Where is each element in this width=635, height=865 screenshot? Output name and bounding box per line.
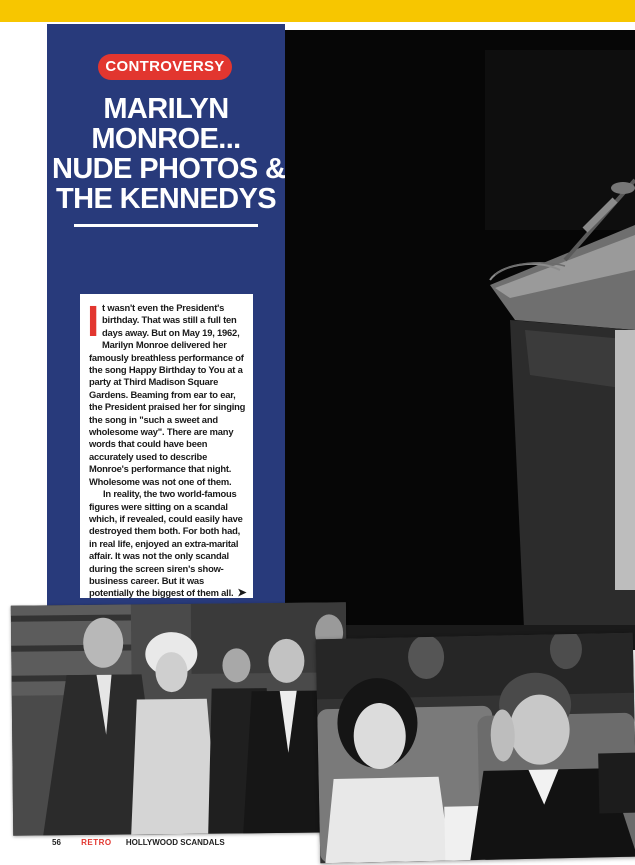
page-title — [52, 93, 286, 215]
article-paragraph-2-text: In reality, the two world-famous figures were sitting on a scandal which, if revealed, could easily have destroyed them both. For both had, in real life, enjoyed an extra-marital affair. It was not the only scandal during the screen siren's show-business career. But it was potentially the biggest of them all. — [89, 488, 243, 599]
podium-photo — [285, 30, 635, 650]
drop-cap: I — [87, 297, 100, 346]
headline-line-4: THE KENNEDYS — [56, 183, 276, 215]
section-label: HOLLYWOOD SCANDALS — [125, 838, 225, 847]
page-footer — [52, 836, 225, 850]
top-color-bar — [0, 0, 635, 22]
headline-line-3: NUDE PHOTOS & — [52, 153, 286, 185]
page-number: 56 — [52, 838, 61, 847]
section-badge: CONTROVERSY — [98, 54, 232, 80]
party-photo — [11, 602, 348, 835]
article-paragraph-1: t wasn't even the President's birthday. That was still a full ten days away. But on May 19, 1962, Marilyn Monroe delivered her famously breathless performance of the song Happy Birthday to You at a party at Third Madison Square Gardens. Beaming from ear to ear, the President praised her for singing the song in "such a sweet and wholesome way". There are many words that could have been accurately used to describe Monroe's performance that night. Wholesome was not one of them. — [89, 302, 246, 487]
continue-arrow-icon: ➤ — [237, 587, 247, 600]
headline-line-1: MARILYN — [103, 93, 229, 125]
kennedys-photo — [316, 633, 635, 864]
headline-underline — [74, 224, 258, 227]
headline-line-2: MONROE... — [91, 123, 241, 155]
article-body — [80, 294, 253, 598]
article-paragraph-2 — [89, 488, 247, 600]
brand-label: RETRO — [81, 838, 112, 847]
